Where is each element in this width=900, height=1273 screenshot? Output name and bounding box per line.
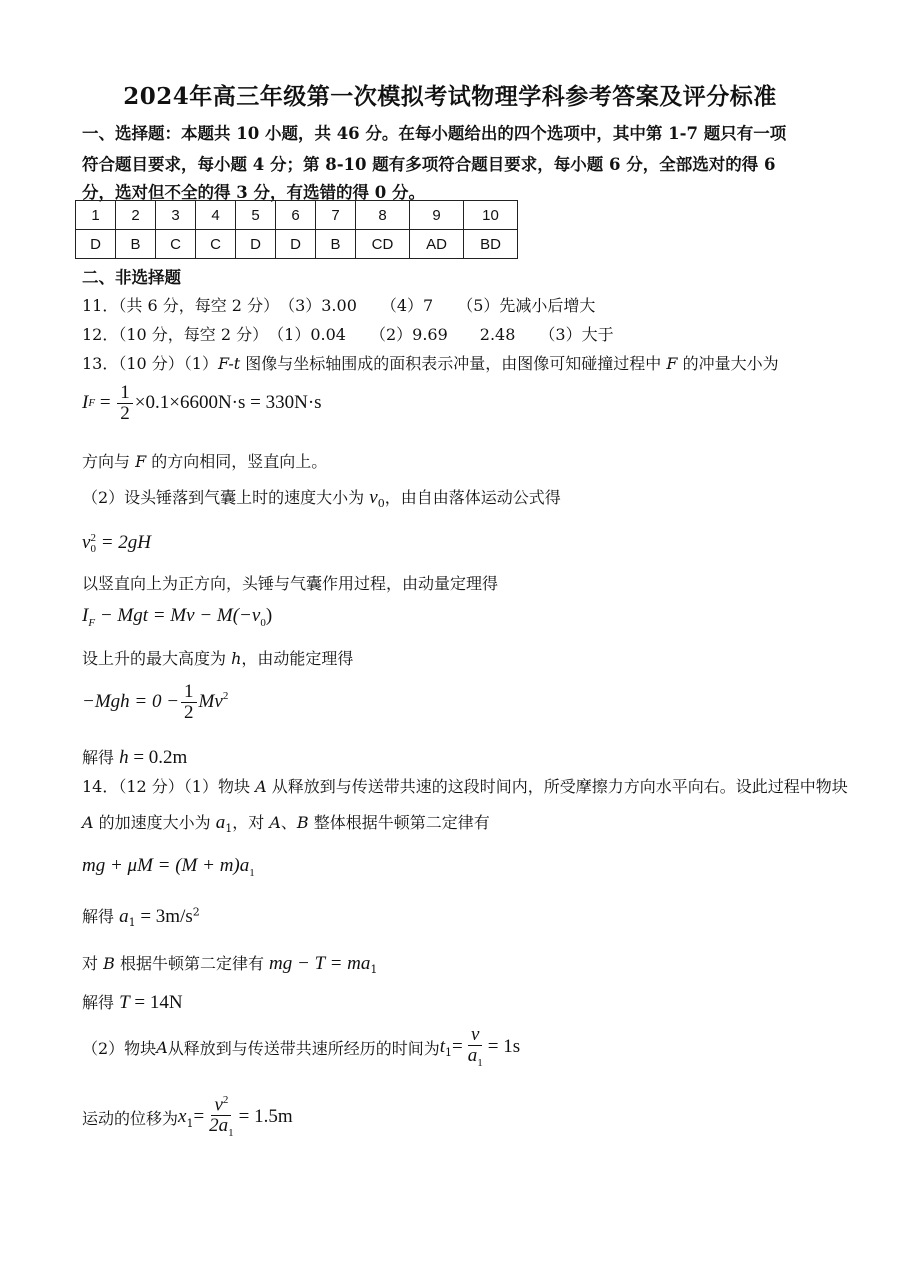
q13-part3: 以竖直向上为正方向，头锤与气囊作用过程，由动量定理得 [82,574,499,593]
text-span: （2）设头锤落到气囊上时的速度大小为 [82,488,370,507]
text-span: B [103,954,115,973]
table-cell: 7 [316,201,356,230]
text-span: ×0.1×6600N·s = 330N·s [134,392,322,414]
table-cell: 3 [156,201,196,230]
text-span: 方向与 [82,452,136,471]
fraction [117,383,133,424]
text-span: F [135,452,147,471]
text-span: 解得 [82,748,120,767]
q13-formula-momentum [82,605,272,629]
table-cell: CD [356,230,410,259]
table-cell: 10 [464,201,518,230]
text-span: h [119,747,129,768]
q13-direction [82,449,327,472]
text-span: 从释放到与传送带共速的这段时间内，所受摩擦力方向水平向右。设此过程中物块 [266,777,848,796]
text-span: A [269,813,281,832]
text-span: 对 [82,954,104,973]
text-span: F [88,616,96,629]
q13-formula-impulse [82,383,322,424]
section2-heading: 二、非选择题 [82,268,181,287]
text-span: 的方向相同，竖直向上。 [146,452,328,471]
q13-part2 [82,485,561,510]
section1-line1: 一、选择题：本题共 10 小题，共 46 分。在每小题给出的四个选项中，其中第 1-7 题只有一项 [82,124,787,143]
table-cell: 2 [116,201,156,230]
table-cell: B [116,230,156,259]
text-span: 2 [222,1094,229,1106]
text-span: a [119,906,129,927]
table-cell: 9 [410,201,464,230]
text-span: T [119,992,130,1013]
text-span: = 14N [129,992,183,1013]
text-span: = 1s [487,1036,521,1058]
text-span: 2 [120,402,130,424]
fraction-denominator [206,1116,237,1139]
text-span: 设上升的最大高度为 [82,649,232,668]
text-span: − Mgt = Mv − M [95,605,233,626]
text-span: Mv [198,691,223,713]
text-span: h [231,649,242,668]
text-span: (−v [232,605,261,626]
text-span: v [214,1094,223,1116]
table-cell: C [196,230,236,259]
table-cell: 5 [236,201,276,230]
text-span: A [255,777,267,796]
q12-answer: 12．（10 分，每空 2 分） （1）0.04 （2）9.69 2.48 （3）大于 [82,325,614,344]
text-span: mg + μM = [82,855,176,876]
text-span: I [82,605,89,626]
text-span: 1 [370,963,378,977]
text-span: F-t [218,354,241,373]
table-cell: 6 [276,201,316,230]
text-span: （2）物块 [82,1038,157,1058]
text-span: 2a [209,1115,229,1137]
table-cell: 1 [76,201,116,230]
text-span: 1 [477,1056,483,1069]
text-span: A [82,813,94,832]
table-cell: 8 [356,201,410,230]
text-span: 2 [222,690,229,702]
q11-answer: 11．（共 6 分，每空 2 分） （3）3.00 （4）7 （5）先减小后增大 [82,296,596,315]
table-cell: BD [464,230,518,259]
text-span: = [95,392,116,414]
fraction-denominator [465,1046,486,1069]
table-cell: C [156,230,196,259]
text-span: ，由动能定理得 [241,649,354,668]
text-span: 1 [186,1116,194,1130]
q14-result-t [82,990,183,1014]
q13-part4 [82,646,353,669]
fraction-numerator [211,1095,231,1116]
text-span: 解得 [82,993,120,1012]
q13-formula-energy [82,682,228,723]
fraction [181,682,197,723]
text-span: 1 [249,866,255,879]
text-span: = 1.5m [238,1106,293,1128]
fraction [465,1025,486,1069]
text-span: a [215,812,226,833]
q14-intro-line1 [82,774,848,797]
text-span: 的冲量大小为 [677,354,779,373]
text-span: v [82,532,91,553]
text-span: 1 [228,1127,234,1140]
text-span: 1 [225,822,233,836]
table-cell: D [76,230,116,259]
text-span: a [467,1044,478,1066]
text-span: 的加速度大小为 [93,813,216,832]
text-span: = 0.2m [128,747,188,768]
text-span: 、 [280,813,297,832]
q13-formula-freefall [82,532,151,555]
text-span: t [439,1036,446,1058]
page-title: 2024年高三年级第一次模拟考试物理学科参考答案及评分标准 [123,83,777,110]
text-span: = [452,1036,463,1058]
text-span: ，由自由落体运动公式得 [384,488,561,507]
fraction [206,1095,237,1140]
text-span: 1 [117,383,133,404]
text-span: I [82,392,89,414]
text-span: 1 [445,1046,453,1060]
text-span: F [666,354,678,373]
text-span: 2 [192,905,200,919]
text-span: 1 [128,916,136,930]
text-span: (M + m)a [175,855,250,876]
text-span: 13．（10 分）（1） [82,354,218,373]
table-cell: D [276,230,316,259]
text-span: = [193,1106,205,1128]
text-span: = 3m/s [135,906,193,927]
q13-intro [82,351,779,374]
text-span: 根据牛顿第二定律有 [114,954,270,973]
text-span: 2 [90,531,96,544]
q14-part2-displacement [82,1095,293,1140]
table-cell: AD [410,230,464,259]
text-span: 0 [377,497,385,511]
section1-line3: 分，选对但不全的得 3 分，有选错的得 0 分。 [82,183,425,202]
text-span: F [88,397,96,410]
q14-formula-newton [82,855,255,879]
table-cell: B [316,230,356,259]
text-span: mg − T = ma [269,953,371,974]
section1-line2: 符合题目要求，每小题 4 分；第 8-10 题有多项符合题目要求，每小题 6 分，全部选对的得 6 [82,155,776,174]
text-span: 运动的位移为 [82,1108,179,1128]
text-span: 整体根据牛顿第二定律有 [308,813,490,832]
text-span: 图像与坐标轴围成的面积表示冲量，由图像可知碰撞过程中 [240,354,667,373]
table-cell: D [236,230,276,259]
text-span: ) [265,605,273,626]
answer-table [75,200,518,259]
q14-result-a1 [82,904,200,929]
text-span: 0 [90,542,96,555]
text-span: 从释放到与传送带共速所经历的时间为 [167,1038,440,1058]
text-span: 解得 [82,907,120,926]
text-span: 0 [260,616,266,629]
text-span: A [156,1037,168,1057]
text-span: v [369,487,378,508]
text-span: 14．（12 分）（1）物块 [82,777,256,796]
text-span: B [296,813,309,832]
q14-part2-time [82,1025,520,1069]
text-span: ，对 [232,813,270,832]
text-span: −Mgh = 0 − [82,691,180,713]
text-span: = 2gH [95,532,151,553]
answer-table-number-row [76,201,518,230]
table-cell: 4 [196,201,236,230]
text-span: x [178,1106,187,1128]
q14-intro-line2 [82,810,490,835]
text-span: 1 [181,682,197,703]
text-span: 2 [184,701,194,723]
q13-result [82,745,187,769]
text-span: v [468,1025,482,1046]
q14-newton-b [82,951,377,976]
answer-table-answer-row [76,230,518,259]
